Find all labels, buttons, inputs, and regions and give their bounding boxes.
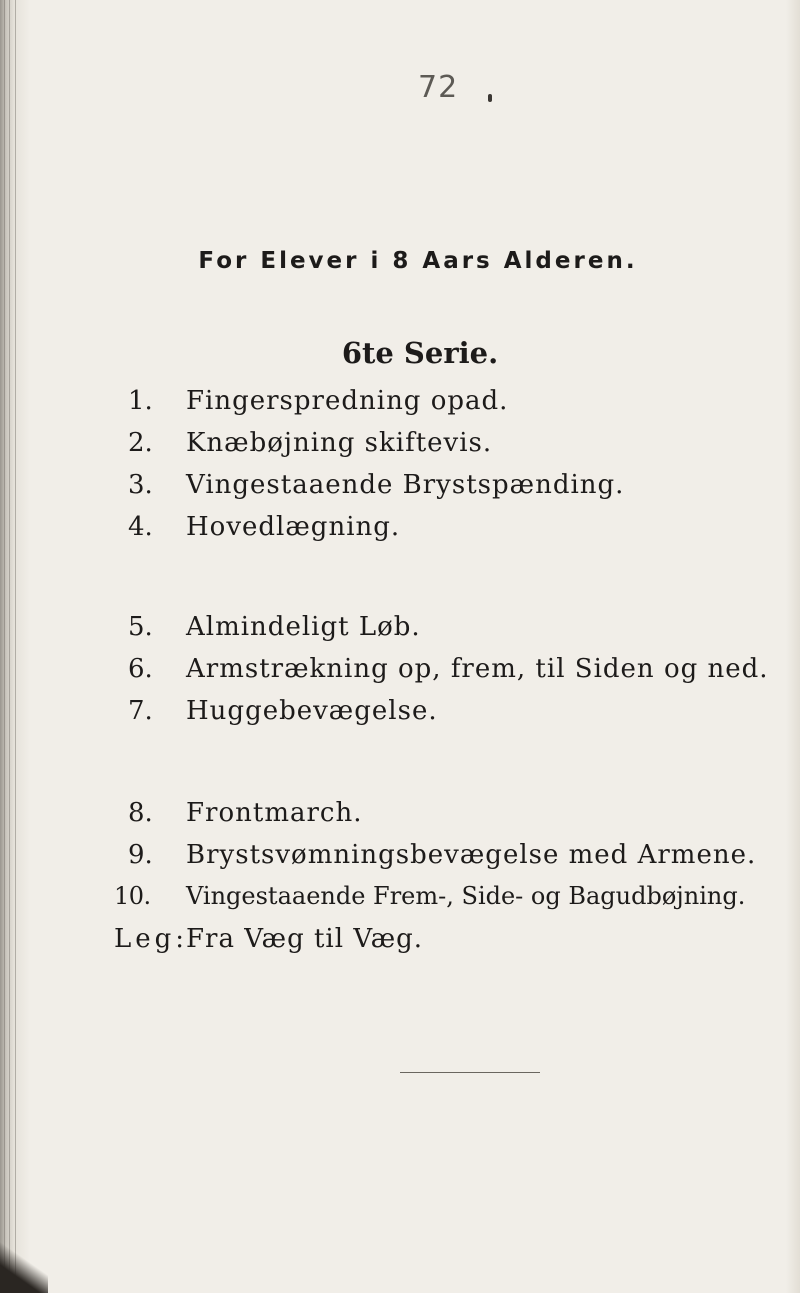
exercise-item <box>128 840 756 870</box>
page-edge-line <box>4 0 5 1293</box>
exercise-item <box>128 428 492 458</box>
exercise-number: 1. <box>128 386 153 416</box>
divider-rule <box>400 1072 540 1073</box>
exercise-number: 9. <box>128 840 153 870</box>
exercise-number: 8. <box>128 798 153 828</box>
exercise-text: Armstrækning op, frem, til Siden og ned. <box>186 654 769 684</box>
exercise-number: 4. <box>128 512 153 542</box>
game-label: Leg: <box>114 924 189 954</box>
exercise-number: 5. <box>128 612 153 642</box>
corner-shadow <box>0 1233 48 1293</box>
exercise-number: 3. <box>128 470 153 500</box>
exercise-text: Knæbøjning skiftevis. <box>186 428 493 458</box>
exercise-text: Huggebevægelse. <box>186 696 438 726</box>
game-text: Fra Væg til Væg. <box>186 924 424 954</box>
exercise-item <box>114 882 745 910</box>
page-edge-line <box>15 0 16 1293</box>
exercise-item <box>128 512 400 542</box>
ink-speck <box>488 94 492 102</box>
exercise-text: Brystsvømningsbevægelse med Armene. <box>186 840 757 870</box>
exercise-text: Hovedlægning. <box>186 512 401 542</box>
exercise-text: Fingerspredning opad. <box>186 386 509 416</box>
exercise-number: 2. <box>128 428 153 458</box>
exercise-text: Vingestaaende Brystspænding. <box>186 470 625 500</box>
exercise-item <box>128 696 438 726</box>
page-number: 72 <box>418 70 459 105</box>
page-edge-line <box>9 0 10 1293</box>
exercise-number: 10. <box>114 882 151 910</box>
exercise-item <box>128 798 362 828</box>
exercise-text: Frontmarch. <box>186 798 363 828</box>
exercise-item <box>128 386 508 416</box>
exercise-item <box>128 470 624 500</box>
exercise-text: Almindeligt Løb. <box>186 612 421 642</box>
exercise-item <box>128 612 421 642</box>
series-title: 6te Serie. <box>341 336 499 370</box>
game-line <box>114 924 423 954</box>
page-right-edge <box>786 0 800 1293</box>
exercise-item <box>128 654 769 684</box>
exercise-text: Vingestaaende Frem-, Side- og Bagudbøjning. <box>186 882 746 910</box>
exercise-number: 7. <box>128 696 153 726</box>
section-heading: For Elever i 8 Aars Alderen. <box>198 248 638 274</box>
exercise-number: 6. <box>128 654 153 684</box>
